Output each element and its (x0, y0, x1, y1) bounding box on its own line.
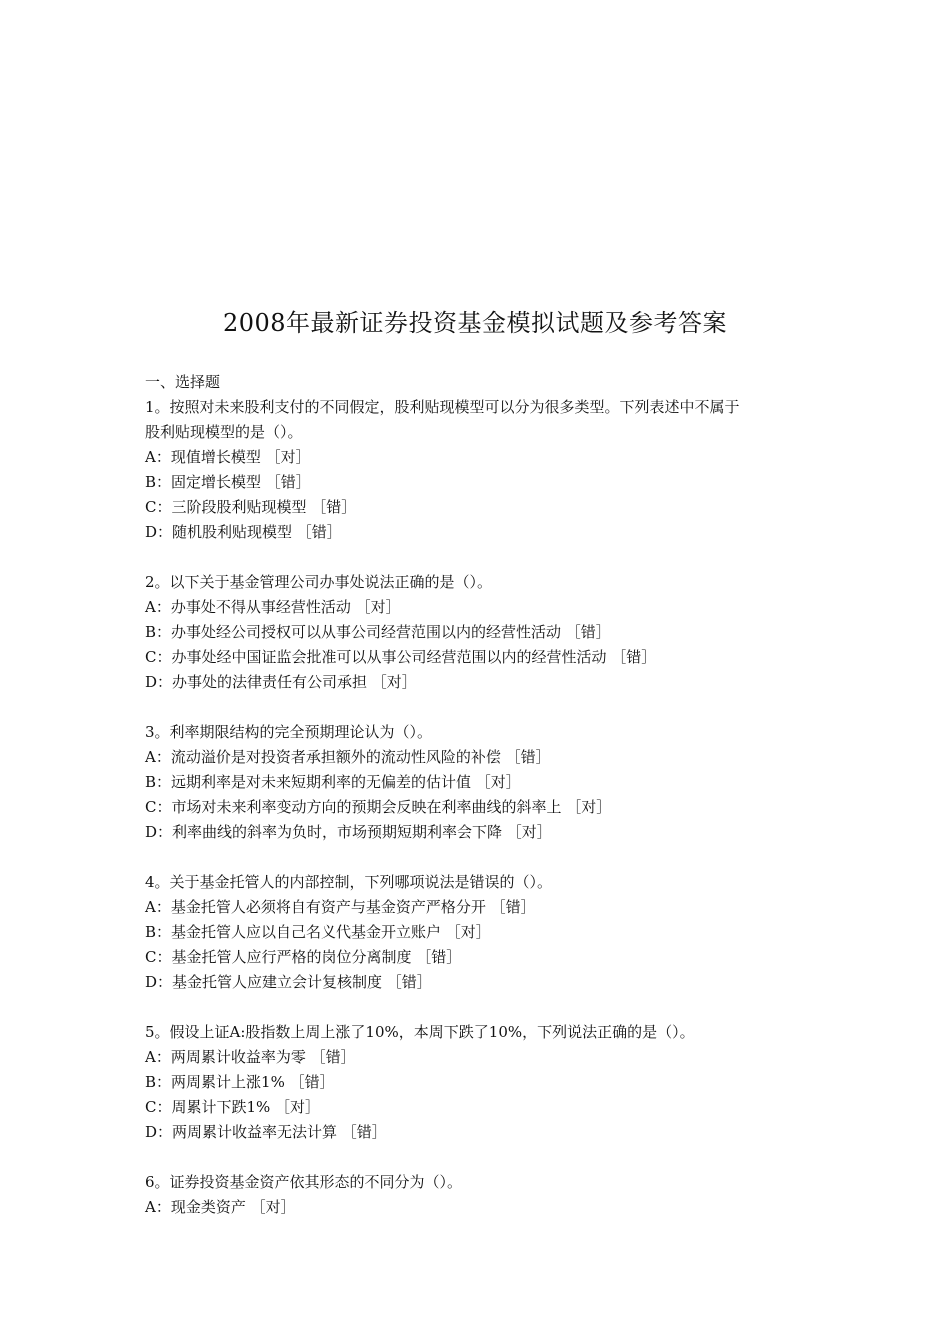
question-text (145, 870, 825, 895)
option-d: D：两周累计收益率无法计算 ［错］ (145, 1123, 387, 1141)
question-5 (145, 1020, 825, 1145)
question-text-line: 2。以下关于基金管理公司办事处说法正确的是（）。 (145, 573, 493, 591)
option-b: B：基金托管人应以自己名义代基金开立账户 ［对］ (145, 923, 491, 941)
option-b: B：两周累计上涨1% ［错］ (145, 1073, 335, 1091)
option-d: D：随机股利贴现模型 ［错］ (145, 523, 342, 541)
question-text-line: 6。证券投资基金资产依其形态的不同分为（）。 (145, 1173, 463, 1191)
question-1 (145, 395, 825, 545)
option-a: A：办事处不得从事经营性活动 ［对］ (145, 598, 401, 616)
document-title: 2008年最新证券投资基金模拟试题及参考答案 (222, 309, 728, 337)
question-text (145, 395, 825, 445)
option-a: A：现值增长模型 ［对］ (145, 448, 311, 466)
option-d: D：办事处的法律责任有公司承担 ［对］ (145, 673, 417, 691)
question-text-line: 4。关于基金托管人的内部控制，下列哪项说法是错误的（）。 (145, 873, 553, 891)
question-6 (145, 1170, 825, 1220)
question-2 (145, 570, 825, 695)
question-text-line: 1。按照对未来股利支付的不同假定，股利贴现模型可以分为很多类型。下列表述中不属于 (145, 398, 740, 416)
option-c: C：三阶段股利贴现模型 ［错］ (145, 498, 357, 516)
section-heading: 一、选择题 (145, 373, 221, 391)
option-c: C：办事处经中国证监会批准可以从事公司经营范围以内的经营性活动 ［错］ (145, 648, 657, 666)
question-text (145, 1020, 825, 1045)
option-b: B：办事处经公司授权可以从事公司经营范围以内的经营性活动 ［错］ (145, 623, 611, 641)
option-b: B：远期利率是对未来短期利率的无偏差的估计值 ［对］ (145, 773, 521, 791)
document-body (145, 370, 825, 1220)
question-text (145, 720, 825, 745)
option-a: A：基金托管人必须将自有资产与基金资产严格分开 ［错］ (145, 898, 536, 916)
option-c: C：周累计下跌1% ［对］ (145, 1098, 321, 1116)
question-3 (145, 720, 825, 845)
question-text-line: 3。利率期限结构的完全预期理论认为（）。 (145, 723, 433, 741)
question-text-line: 股利贴现模型的是（）。 (145, 423, 303, 441)
question-4 (145, 870, 825, 995)
option-b: B：固定增长模型 ［错］ (145, 473, 311, 491)
question-text-line: 5。假设上证A:股指数上周上涨了10%，本周下跌了10%，下列说法正确的是（）。 (145, 1023, 695, 1041)
option-c: C：基金托管人应行严格的岗位分离制度 ［错］ (145, 948, 462, 966)
option-a: A：流动溢价是对投资者承担额外的流动性风险的补偿 ［错］ (145, 748, 551, 766)
option-c: C：市场对未来利率变动方向的预期会反映在利率曲线的斜率上 ［对］ (145, 798, 612, 816)
question-text (145, 1170, 825, 1195)
option-d: D：利率曲线的斜率为负时，市场预期短期利率会下降 ［对］ (145, 823, 552, 841)
option-d: D：基金托管人应建立会计复核制度 ［错］ (145, 973, 432, 991)
option-a: A：两周累计收益率为零 ［错］ (145, 1048, 356, 1066)
question-text (145, 570, 825, 595)
option-a: A：现金类资产 ［对］ (145, 1198, 296, 1216)
